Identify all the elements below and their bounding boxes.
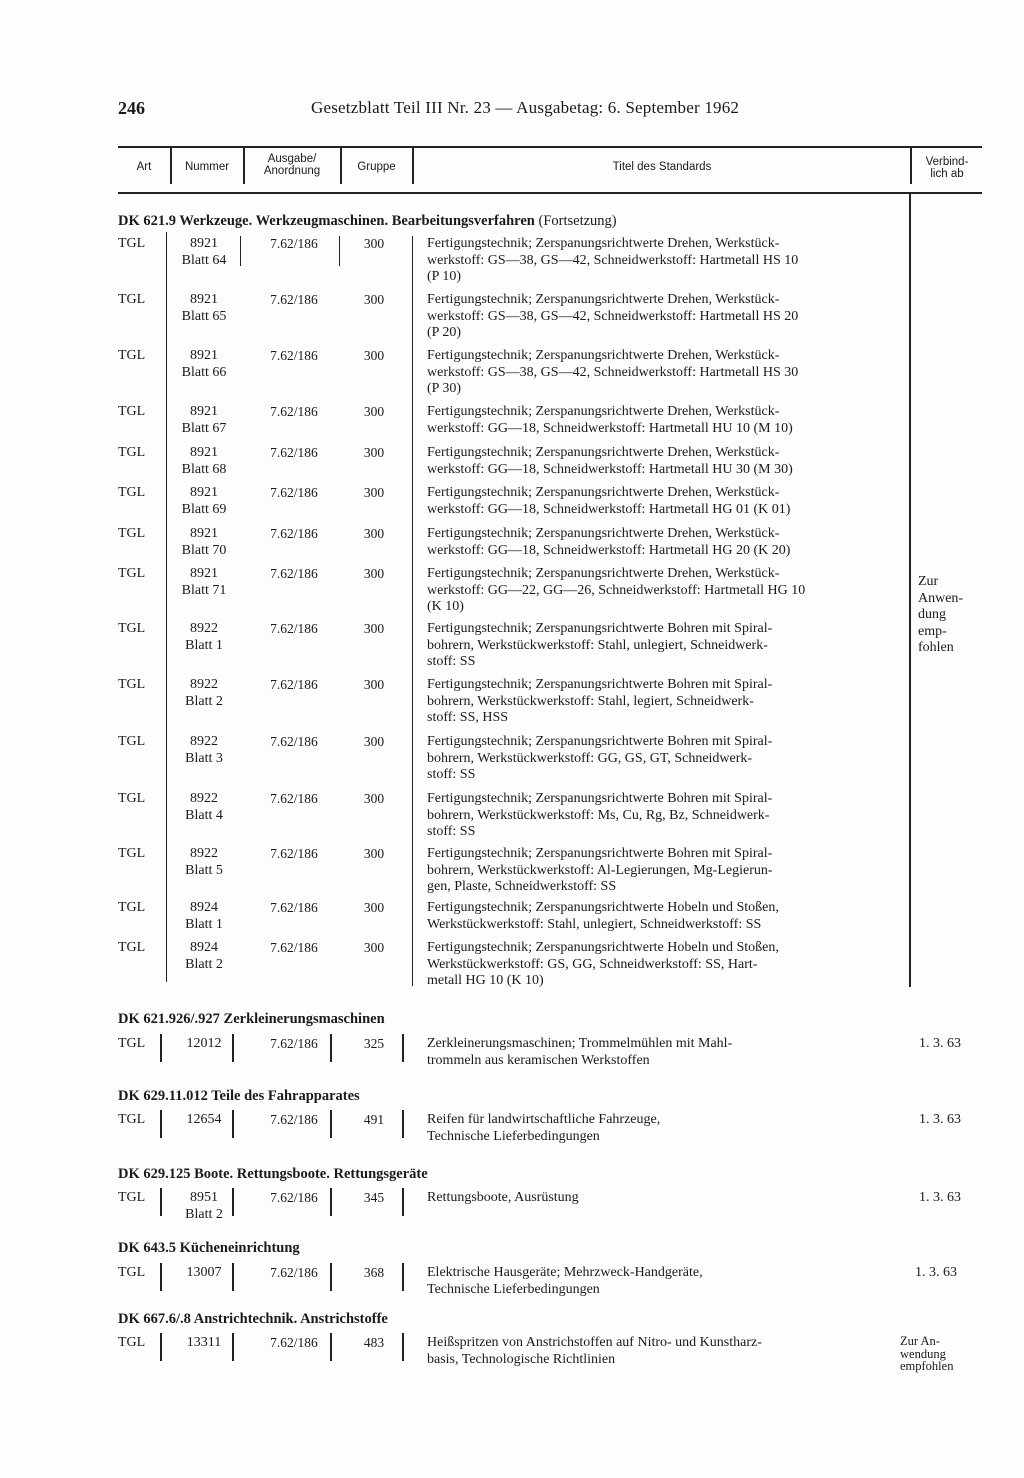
row-titel: Fertigungstechnik; Zerspanungsrichtwerte Hobeln und Stoßen, Werkstückwerkstoff: GS, GG, Schneidwerkstoff: SS, Hart- metall HG 10 (K 10)	[427, 940, 779, 988]
column-tick	[402, 1333, 404, 1361]
section-heading: DK 643.5 Kücheneinrichtung	[118, 1240, 300, 1256]
row-art: TGL	[118, 404, 146, 419]
row-gruppe: 300	[363, 348, 385, 363]
page-number: 246	[118, 98, 145, 118]
row-gruppe: 300	[363, 900, 385, 915]
row-art: TGL	[118, 846, 146, 861]
row-verbindlich: Zur An- wendung empfohlen	[900, 1334, 954, 1373]
row-art: TGL	[118, 791, 146, 806]
row-ausgabe: 7.62/186	[270, 677, 318, 692]
section-heading: DK 629.11.012 Teile des Fahrapparates	[118, 1088, 360, 1104]
section-heading: DK 667.6/.8 Anstrichtechnik. Anstrichstoffe	[118, 1311, 388, 1327]
row-art: TGL	[118, 677, 146, 692]
row-gruppe: 300	[363, 846, 385, 861]
column-tick	[160, 1034, 162, 1062]
row-gruppe: 300	[363, 566, 385, 581]
page-title: Gesetzblatt Teil III Nr. 23 — Ausgabetag: 6. September 1962	[311, 98, 740, 117]
row-gruppe: 368	[363, 1265, 385, 1280]
row-ausgabe: 7.62/186	[270, 445, 318, 460]
row-titel: Fertigungstechnik; Zerspanungsrichtwerte Bohren mit Spiral- bohrern, Werkstückwerkstoff: GG, GS, GT, Schneidwerk- stoff: SS	[427, 734, 773, 782]
row-titel: Fertigungstechnik; Zerspanungsrichtwerte Drehen, Werkstück- werkstoff: GS—38, GS—42, Schneidwerkstoff: Hartmetall HS 10 (P 10)	[427, 236, 799, 284]
col-header-ausgabe: Ausgabe/ Anordnung	[263, 153, 321, 177]
section-heading-suffix: (Fortsetzung)	[534, 213, 617, 229]
col-header-titel: Titel des Standards	[612, 161, 712, 173]
row-titel: Fertigungstechnik; Zerspanungsrichtwerte Bohren mit Spiral- bohrern, Werkstückwerkstoff: Stahl, legiert, Schneidwerk- stoff: SS, HSS	[427, 677, 773, 725]
col-header-verbindlich: Verbind- lich ab	[925, 156, 969, 180]
column-tick	[402, 1188, 404, 1216]
verbindlich-divider	[909, 194, 911, 987]
row-gruppe: 300	[363, 940, 385, 955]
row-titel: Fertigungstechnik; Zerspanungsrichtwerte Drehen, Werkstück- werkstoff: GG—22, GG—26, Schneidwerkstoff: Hartmetall HG 10 (K 10)	[427, 566, 806, 614]
row-titel: Fertigungstechnik; Zerspanungsrichtwerte Drehen, Werkstück- werkstoff: GS—38, GS—42, Schneidwerkstoff: Hartmetall HS 20 (P 20)	[427, 292, 799, 340]
section-heading: DK 621.9 Werkzeuge. Werkzeugmaschinen. Bearbeitungsverfahren (Fortsetzung)	[118, 213, 617, 229]
row-verbindlich: 1. 3. 63	[915, 1265, 957, 1280]
row-art: TGL	[118, 1036, 146, 1051]
row-nummer: 8921 Blatt 68	[181, 445, 227, 477]
row-titel: Fertigungstechnik; Zerspanungsrichtwerte Drehen, Werkstück- werkstoff: GG—18, Schneidwerkstoff: Hartmetall HG 01 (K 01)	[427, 485, 791, 517]
row-ausgabe: 7.62/186	[270, 846, 318, 861]
row-titel: Fertigungstechnik; Zerspanungsrichtwerte Drehen, Werkstück- werkstoff: GG—18, Schneidwerkstoff: Hartmetall HU 30 (M 30)	[427, 445, 793, 477]
column-tick	[402, 1110, 404, 1138]
row-nummer: 8921 Blatt 71	[181, 566, 227, 598]
row-ausgabe: 7.62/186	[270, 1036, 318, 1051]
row-titel: Elektrische Hausgeräte; Mehrzweck-Handgeräte, Technische Lieferbedingungen	[427, 1265, 703, 1297]
column-tick	[232, 1110, 234, 1138]
row-gruppe: 300	[363, 526, 385, 541]
column-rule	[412, 236, 413, 986]
section-heading: DK 629.125 Boote. Rettungsboote. Rettungsgeräte	[118, 1166, 428, 1182]
row-gruppe: 300	[363, 445, 385, 460]
row-gruppe: 300	[363, 236, 385, 251]
row-gruppe: 483	[363, 1335, 385, 1350]
row-art: TGL	[118, 485, 146, 500]
row-art: TGL	[118, 236, 146, 251]
row-art: TGL	[118, 621, 146, 636]
col-header-nummer: Nummer	[184, 161, 230, 173]
row-nummer: 8922 Blatt 1	[185, 621, 223, 653]
row-titel: Fertigungstechnik; Zerspanungsrichtwerte Bohren mit Spiral- bohrern, Werkstückwerkstoff: Al-Legierungen, Mg-Legierun- gen, Plaste, Schneidwerkstoff: SS	[427, 846, 773, 894]
column-tick	[330, 1263, 332, 1291]
column-tick	[330, 1188, 332, 1216]
column-tick	[330, 1034, 332, 1062]
column-tick	[160, 1188, 162, 1216]
row-verbindlich: 1. 3. 63	[919, 1190, 961, 1205]
row-art: TGL	[118, 1190, 146, 1205]
row-gruppe: 325	[363, 1036, 385, 1051]
row-ausgabe: 7.62/186	[270, 734, 318, 749]
row-verbindlich: 1. 3. 63	[919, 1036, 961, 1051]
row-art: TGL	[118, 1265, 146, 1280]
row-nummer: 8922 Blatt 3	[185, 734, 223, 766]
column-tick	[330, 1333, 332, 1361]
row-nummer: 8921 Blatt 70	[181, 526, 227, 558]
column-rule	[339, 236, 340, 266]
row-gruppe: 300	[363, 485, 385, 500]
row-gruppe: 300	[363, 621, 385, 636]
column-rule	[240, 236, 241, 266]
column-tick	[402, 1263, 404, 1291]
row-art: TGL	[118, 734, 146, 749]
row-gruppe: 491	[363, 1112, 385, 1127]
row-nummer: 8921 Blatt 69	[181, 485, 227, 517]
row-gruppe: 345	[363, 1190, 385, 1205]
row-ausgabe: 7.62/186	[270, 621, 318, 636]
verbindlich-value: Zur Anwen- dung emp- fohlen	[918, 574, 964, 655]
row-gruppe: 300	[363, 791, 385, 806]
column-tick	[160, 1110, 162, 1138]
column-tick	[232, 1333, 234, 1361]
column-tick	[330, 1110, 332, 1138]
row-ausgabe: 7.62/186	[270, 292, 318, 307]
row-gruppe: 300	[363, 292, 385, 307]
row-art: TGL	[118, 900, 146, 915]
row-ausgabe: 7.62/186	[270, 1112, 318, 1127]
row-titel: Fertigungstechnik; Zerspanungsrichtwerte Bohren mit Spiral- bohrern, Werkstückwerkstoff: Stahl, unlegiert, Schneidwerk- stoff: SS	[427, 621, 773, 669]
column-tick	[160, 1333, 162, 1361]
row-titel: Fertigungstechnik; Zerspanungsrichtwerte Hobeln und Stoßen, Werkstückwerkstoff: Stahl, unlegiert, Schneidwerkstoff: SS	[427, 900, 779, 932]
row-nummer: 8924 Blatt 1	[185, 900, 223, 932]
row-titel: Reifen für landwirtschaftliche Fahrzeuge, Technische Lieferbedingungen	[427, 1112, 661, 1144]
column-tick	[160, 1263, 162, 1291]
row-titel: Zerkleinerungsmaschinen; Trommelmühlen mit Mahl- trommeln aus keramischen Werkstoffen	[427, 1036, 733, 1068]
row-titel: Fertigungstechnik; Zerspanungsrichtwerte Drehen, Werkstück- werkstoff: GG—18, Schneidwerkstoff: Hartmetall HG 20 (K 20)	[427, 526, 791, 558]
row-ausgabe: 7.62/186	[270, 1335, 318, 1350]
row-ausgabe: 7.62/186	[270, 1190, 318, 1205]
column-tick	[232, 1263, 234, 1291]
row-gruppe: 300	[363, 677, 385, 692]
row-art: TGL	[118, 292, 146, 307]
row-art: TGL	[118, 1335, 146, 1350]
row-ausgabe: 7.62/186	[270, 236, 318, 251]
row-nummer: 8922 Blatt 4	[185, 791, 223, 823]
row-ausgabe: 7.62/186	[270, 348, 318, 363]
row-ausgabe: 7.62/186	[270, 485, 318, 500]
row-nummer: 8921 Blatt 66	[181, 348, 227, 380]
row-gruppe: 300	[363, 734, 385, 749]
column-tick	[232, 1034, 234, 1062]
col-header-art: Art	[136, 161, 152, 173]
row-ausgabe: 7.62/186	[270, 566, 318, 581]
col-header-gruppe: Gruppe	[357, 161, 396, 173]
row-nummer: 13007	[186, 1265, 222, 1280]
row-nummer: 12654	[186, 1112, 222, 1127]
row-art: TGL	[118, 526, 146, 541]
row-art: TGL	[118, 348, 146, 363]
row-titel: Heißspritzen von Anstrichstoffen auf Nitro- und Kunstharz- basis, Technologische Richtlinien	[427, 1335, 762, 1367]
row-nummer: 8921 Blatt 64	[181, 236, 227, 268]
row-ausgabe: 7.62/186	[270, 1265, 318, 1280]
row-titel: Fertigungstechnik; Zerspanungsrichtwerte Drehen, Werkstück- werkstoff: GG—18, Schneidwerkstoff: Hartmetall HU 10 (M 10)	[427, 404, 793, 436]
row-verbindlich: 1. 3. 63	[919, 1112, 961, 1127]
row-gruppe: 300	[363, 404, 385, 419]
row-art: TGL	[118, 566, 146, 581]
row-nummer: 8922 Blatt 5	[185, 846, 223, 878]
row-art: TGL	[118, 445, 146, 460]
column-tick	[402, 1034, 404, 1062]
row-ausgabe: 7.62/186	[270, 791, 318, 806]
row-nummer: 12012	[186, 1036, 222, 1051]
row-ausgabe: 7.62/186	[270, 526, 318, 541]
row-nummer: 8922 Blatt 2	[185, 677, 223, 709]
row-nummer: 8951 Blatt 2	[185, 1190, 223, 1222]
row-titel: Fertigungstechnik; Zerspanungsrichtwerte Drehen, Werkstück- werkstoff: GS—38, GS—42, Schneidwerkstoff: Hartmetall HS 30 (P 30)	[427, 348, 799, 396]
row-nummer: 13311	[186, 1335, 222, 1350]
section-heading: DK 621.926/.927 Zerkleinerungsmaschinen	[118, 1011, 385, 1027]
row-art: TGL	[118, 940, 146, 955]
row-titel: Fertigungstechnik; Zerspanungsrichtwerte Bohren mit Spiral- bohrern, Werkstückwerkstoff: Ms, Cu, Rg, Bz, Schneidwerk- stoff: SS	[427, 791, 773, 839]
row-ausgabe: 7.62/186	[270, 404, 318, 419]
column-tick	[232, 1188, 234, 1216]
row-nummer: 8924 Blatt 2	[185, 940, 223, 972]
row-ausgabe: 7.62/186	[270, 900, 318, 915]
row-ausgabe: 7.62/186	[270, 940, 318, 955]
row-nummer: 8921 Blatt 67	[181, 404, 227, 436]
column-rule	[166, 232, 167, 982]
row-titel: Rettungsboote, Ausrüstung	[427, 1190, 579, 1205]
row-nummer: 8921 Blatt 65	[181, 292, 227, 324]
row-art: TGL	[118, 1112, 146, 1127]
